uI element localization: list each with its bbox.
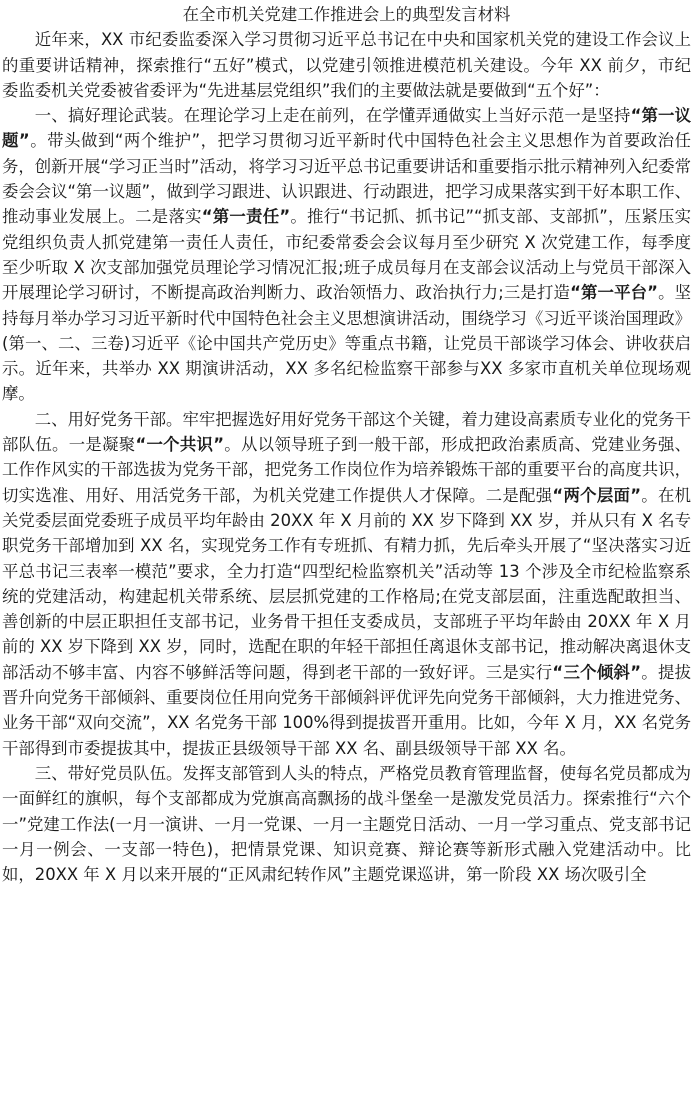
intro-text: 近年来，XX 市纪委监委深入学习贯彻习近平总书记在中央和国家机关党的建设工作会议上的重要讲话精神，探索推行“五好”模式，以党建引领推进模范机关建设。今年 XX 前夕，市纪委监委机关党委被省委评为“先进基层党组织”我们的主要做法就是要做到“五个好”： xyxy=(2,30,691,100)
cadres-highlight-one-consensus: “一个共识” xyxy=(135,435,224,455)
members-text-1: 三、带好党员队伍。发挥支部管到人头的特点，严格党员教育管理监督，使每名党员都成为一面鲜红的旗帜，每个支部都成为党旗高高飘扬的战斗堡垒一是激发党员活力。探索推行“六个一”党建工作法(一月一演讲、一月一党课、一月一主题党日活动、一月一学习重点、党支部书记一月一例会、一支部一特色)，把情景党课、知识竞赛、辩论赛等新形式融入党建活动中。比如，20XX 年 X 月以来开展的“正风肃纪转作风”主题党课巡讲，第一阶段 XX 场次吸引全 xyxy=(2,763,691,885)
cadres-highlight-three-tilts: “三个倾斜” xyxy=(552,662,641,682)
cadres-text-2: 。从以领导班子到一般干部，形成把政治素质高、党建业务强、工作作风实的干部选拔为党务干部，把党务工作岗位作为培养锻炼干部的重要平台的高度共识，切实选准、用好、用活党务干部，为机关党建工作提供人才保障。二是配强 xyxy=(2,435,692,505)
cadres-text-4: 。提拔晋升向党务干部倾斜、重要岗位任用向党务干部倾斜评优评先向党务干部倾斜，大力推进党务、业务干部“双向交流”，XX 名党务干部 100%得到提拔晋开重用。比如，今年 X 月，XX 名党务干部得到市委提拔其中，提拔正县级领导干部 XX 名、副县级领导干部 XX 名。 xyxy=(2,662,692,758)
theory-text-3: 。推行“书记抓、抓书记”“抓支部、支部抓”，压紧压实党组织负责人抓党建第一责任人责任，市纪委常委会会议每月至少研究 X 次党建工作，每季度至少听取 X 次支部加强党员理论学习情况汇报;班子成员每月在支部会议活动上与党员干部深入开展理论学习研讨，不断提高政治判断力、政治领悟力、政治执行力;三是打造 xyxy=(2,207,692,303)
paragraph-party-members xyxy=(2,761,691,887)
theory-highlight-first-topic: “第一议题” xyxy=(2,106,691,151)
paragraph-party-cadres xyxy=(2,407,691,761)
cadres-text-1: 二、用好党务干部。牢牢把握选好用好党务干部这个关键，着力建设高素质专业化的党务干部队伍。一是凝聚 xyxy=(2,409,691,455)
theory-text-2: 。带头做到“两个维护”，把学习贯彻习近平新时代中国特色社会主义思想作为首要政治任务，创新开展“学习正当时”活动，将学习习近平总书记重要讲话和重要指示批示精神列入纪委常委会会议“第一议题”，做到学习跟进、认识跟进、行动跟进，把学习成果落实到干好本职工作、推动事业发展上。二是落实 xyxy=(2,131,691,227)
theory-text-4: 。坚持每月举办学习习近平新时代中国特色社会主义思想演讲活动，围绕学习《习近平谈治国理政》(第一、二、三卷)习近平《论中国共产党历史》等重点书籍，让党员干部谈学习体会、讲收获启示。近年来，共举办 XX 期演讲活动，XX 多名纪检监察干部参与XX 多家市直机关单位现场观摩。 xyxy=(2,283,692,404)
cadres-text-3: 。在机关党委层面党委班子成员平均年龄由 20XX 年 X 月前的 XX 岁下降到 XX 岁，并从只有 X 名专职党务干部增加到 XX 名，实现党务工作有专班抓、有精力抓，先后牵头开展了“坚决落实习近平总书记三表率一模范”要求，全力打造“四型纪检监察机关”活动等 13 个涉及全市纪检监察系统的党建活动，构建起机关带系统、层层抓党建的工作格局;在党支部层面，注重选配敢担当、善创新的中层正职担任支部书记，业务骨干担任支委成员，支部班子平均年龄由 20XX 年 X 月前的 XX 岁下降到 XX 岁，同时，选配在职的年轻干部担任离退休支部书记，推动解决离退休支部活动不够丰富、内容不够鲜活等问题，得到老干部的一致好评。三是实行 xyxy=(2,485,692,682)
document-title: 在全市机关党建工作推进会上的典型发言材料 xyxy=(182,5,511,24)
cadres-highlight-two-levels: “两个层面” xyxy=(552,485,641,505)
paragraph-intro xyxy=(2,27,691,103)
theory-highlight-first-platform: “第一平台” xyxy=(570,283,658,303)
theory-text-1: 一、搞好理论武装。在理论学习上走在前列，在学懂弄通做实上当好示范一是坚持 xyxy=(34,106,631,126)
theory-highlight-first-responsibility: “第一责任” xyxy=(201,207,291,227)
paragraph-theory-study xyxy=(2,103,691,407)
